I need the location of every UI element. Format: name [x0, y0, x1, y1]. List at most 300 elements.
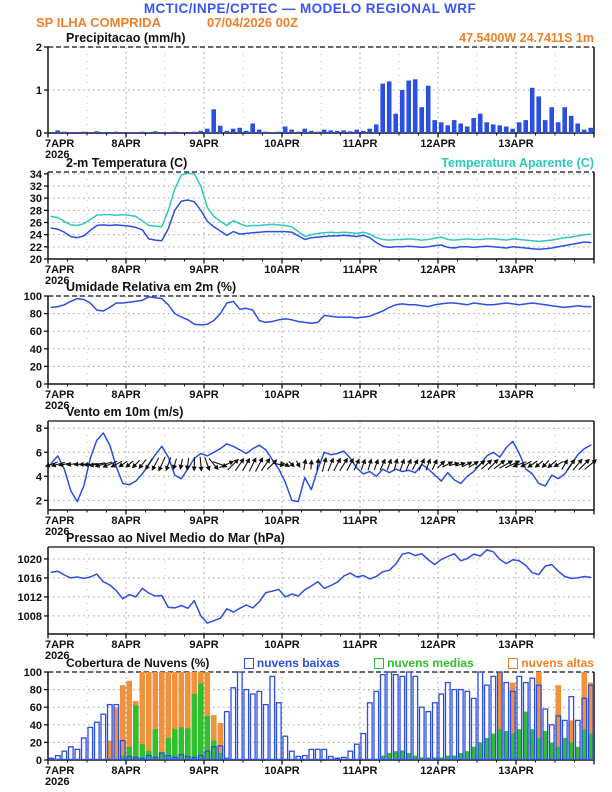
panel-title-humidity: Umidade Relativa em 2m (%) [66, 280, 237, 294]
precip-bar [556, 122, 561, 133]
station-name: SP ILHA COMPRIDA [36, 15, 161, 30]
precip-bar [439, 122, 444, 133]
precip-bar [270, 132, 275, 133]
legend-label-high-clouds: nuvens altas [521, 656, 594, 670]
wind-arrow-head [78, 462, 83, 468]
y-tick-label: 20 [29, 737, 42, 750]
y-tick-label: 20 [29, 361, 42, 374]
x-tick-label: 8APR [111, 389, 141, 401]
precip-bar [517, 122, 522, 133]
wind-arrow-head [355, 457, 362, 464]
y-tick-label: 2 [35, 495, 42, 508]
x-year-label: 2026 [45, 275, 70, 287]
y-tick-label: 4 [35, 471, 42, 484]
precip-bar [159, 132, 164, 133]
wind-arrow-head [426, 457, 433, 463]
x-tick-label: 12APR [420, 138, 456, 150]
wind-arrow-shaft [160, 457, 165, 468]
precip-bar [257, 130, 262, 133]
wind-arrow-shaft [347, 461, 352, 471]
cloud-bar-blue [361, 734, 366, 760]
precip-bar [81, 132, 86, 133]
precip-bar [478, 114, 483, 133]
y-tick-label: 80 [29, 684, 42, 697]
wind-arrow [247, 456, 259, 472]
wind-arrow [359, 458, 368, 471]
precip-bar [530, 88, 535, 133]
wind-arrow-head [184, 465, 190, 471]
cloud-bar-orange [146, 672, 152, 760]
cloud-bar-blue [348, 751, 353, 759]
wind-arrow-shaft [328, 461, 332, 471]
x-year-label: 2026 [45, 776, 70, 788]
panel-title-temperature: 2-m Temperatura (C) [66, 156, 188, 170]
precip-bar [497, 125, 502, 133]
precip-bar [432, 120, 437, 133]
x-tick-label: 7APR [45, 389, 75, 401]
wind-arrow-head [252, 456, 259, 463]
y-tick-label: 24 [29, 229, 42, 242]
cloud-bar-blue [355, 744, 360, 759]
cloud-bar-blue [244, 690, 249, 760]
precip-bar [127, 132, 132, 133]
wind-arrow-head [245, 457, 252, 464]
precip-bar [569, 116, 574, 133]
y-tick-label: 1020 [17, 553, 42, 566]
precip-bar [523, 120, 528, 133]
panel-data [51, 173, 591, 249]
panel-1-line [30, 169, 594, 287]
y-tick-label: 6 [35, 447, 42, 460]
cloud-bar-blue [69, 747, 74, 760]
precip-bar [231, 129, 236, 133]
x-tick-label: 11APR [342, 515, 378, 527]
x-tick-label: 9APR [189, 138, 219, 150]
panel-title-pressure: Pressao ao Nivel Medio do Mar (hPa) [66, 531, 285, 545]
wind-arrow-head [163, 466, 170, 472]
precip-bar [465, 127, 470, 134]
cloud-bar-blue [56, 756, 61, 760]
x-tick-label: 10APR [264, 765, 300, 777]
precip-bar [413, 79, 418, 133]
precip-bar [341, 130, 346, 133]
y-tick-label: 8 [35, 423, 42, 436]
precip-bar [562, 107, 567, 133]
x-tick-label: 13APR [498, 765, 534, 777]
wind-arrow [308, 459, 314, 469]
wind-arrow-shaft [567, 462, 573, 470]
panel-title-precipitation: Precipitacao (mm/h) [66, 31, 186, 45]
x-tick-label: 10APR [264, 515, 300, 527]
series-line-blue [51, 550, 591, 623]
wind-arrow [294, 459, 303, 469]
panel-5-bar-multi [24, 667, 594, 788]
cloud-bar-blue [75, 749, 80, 759]
cloud-bar-green [192, 694, 198, 760]
cloud-bar-blue [82, 738, 87, 759]
station-coords: 47.5400W 24.7411S 1m [459, 31, 594, 45]
panel-4-line [18, 547, 594, 662]
wind-arrow [571, 457, 584, 472]
precip-bar [218, 126, 223, 133]
wind-arrow [492, 458, 507, 471]
x-tick-label: 11APR [342, 389, 378, 401]
y-tick-label: 20 [29, 254, 42, 266]
cloud-bar-blue [290, 751, 295, 759]
precip-bar [426, 86, 431, 133]
x-tick-label: 11APR [342, 264, 378, 276]
cloud-bar-blue [140, 758, 145, 759]
wind-arrow-shaft [322, 460, 325, 471]
precip-bar [348, 131, 353, 133]
x-tick-label: 12APR [420, 264, 456, 276]
x-tick-label: 10APR [264, 639, 300, 651]
x-tick-label: 13APR [498, 515, 534, 527]
precip-bar [172, 132, 177, 133]
precip-bar [244, 131, 249, 133]
x-tick-label: 11APR [342, 765, 378, 777]
panel-axes [30, 169, 594, 287]
panel-axes [36, 42, 594, 161]
wind-arrow-head [322, 456, 328, 462]
cloud-bar-blue [257, 691, 262, 759]
precip-bar [62, 132, 67, 133]
precip-bar [582, 130, 587, 133]
y-tick-label: 0 [35, 379, 42, 391]
precip-bar [549, 107, 554, 133]
wind-arrow-head [368, 458, 374, 464]
x-tick-label: 8APR [111, 264, 141, 276]
wind-arrow [430, 458, 440, 471]
panel-axes [24, 291, 594, 412]
precip-bar [452, 120, 457, 133]
precip-bar [510, 129, 515, 133]
wind-arrow-head [73, 462, 79, 468]
x-year-label: 2026 [45, 400, 70, 412]
wind-arrow [198, 457, 204, 472]
cloud-bar-blue [277, 703, 282, 760]
cloud-bar-blue [387, 672, 392, 759]
x-tick-label: 9APR [189, 515, 219, 527]
x-tick-label: 8APR [111, 138, 141, 150]
y-tick-label: 22 [29, 241, 42, 254]
panel-3-wind [36, 421, 599, 538]
cloud-bar-blue [413, 676, 418, 759]
wind-arrow-head [309, 459, 315, 464]
wind-arrow-head [258, 456, 265, 463]
cloud-bar-blue [303, 756, 308, 760]
cloud-bar-blue [322, 749, 327, 759]
cloud-bar-blue [270, 676, 275, 759]
wind-arrow-head [563, 458, 570, 465]
wind-arrow [398, 458, 407, 471]
wind-arrow [366, 458, 374, 471]
y-tick-label: 40 [29, 719, 42, 732]
precip-bar [387, 81, 392, 133]
wind-arrow [233, 456, 246, 472]
cloud-bar-blue [400, 676, 405, 759]
wind-arrow-shaft [153, 458, 158, 468]
precip-bar [88, 132, 93, 133]
y-tick-label: 100 [23, 291, 42, 303]
wind-arrow [372, 458, 381, 471]
wind-arrow-head [387, 458, 394, 464]
cloud-bar-blue [309, 749, 314, 759]
page-title: MCTIC/INPE/CPTEC — MODELO REGIONAL WRF [143, 1, 477, 16]
precip-bar [75, 132, 80, 133]
precip-bar [263, 132, 268, 133]
precip-bar [400, 90, 405, 133]
legend-apparent-temperature: Temperatura Aparente (C) [441, 156, 594, 170]
wind-arrow-shaft [200, 457, 201, 468]
x-tick-label: 7APR [45, 515, 75, 527]
precip-bar [205, 129, 210, 133]
precip-bar [250, 124, 255, 134]
precip-bar [536, 96, 541, 133]
x-tick-label: 7APR [45, 765, 75, 777]
cloud-bar-blue [88, 727, 93, 759]
y-tick-label: 2 [35, 42, 42, 54]
panel-data [49, 672, 594, 760]
cloud-bar-green [172, 729, 178, 760]
cloud-bar-blue [374, 691, 379, 759]
cloud-bar-blue [407, 672, 412, 759]
cloud-bar-green [185, 728, 191, 760]
precip-bar [458, 124, 463, 134]
x-tick-label: 10APR [264, 389, 300, 401]
wind-arrow-shaft [205, 457, 209, 467]
precip-bar [588, 128, 593, 133]
precip-bar [361, 131, 366, 133]
wind-arrow-head [178, 464, 184, 470]
precip-bar [192, 132, 197, 133]
precip-bar [140, 132, 145, 133]
panel-2-line [24, 291, 594, 412]
y-tick-label: 60 [29, 702, 42, 715]
y-tick-label: 1012 [17, 591, 42, 604]
x-tick-label: 9APR [189, 264, 219, 276]
x-tick-label: 12APR [420, 639, 456, 651]
cloud-bar-blue [251, 694, 256, 759]
x-tick-label: 11APR [342, 639, 378, 651]
precip-bar [296, 132, 301, 133]
wind-arrow-shaft [147, 459, 152, 468]
wind-arrow-head [191, 466, 196, 471]
cloud-bar-blue [316, 749, 321, 759]
precip-bar [484, 122, 489, 133]
x-tick-label: 13APR [498, 138, 534, 150]
precip-bar [94, 131, 99, 133]
precip-bar [55, 130, 60, 133]
precip-bar [179, 132, 184, 133]
y-tick-label: 100 [23, 667, 42, 679]
cloud-bar-blue [296, 757, 301, 760]
precip-bar [380, 84, 385, 133]
precip-bar [543, 120, 548, 133]
y-tick-label: 0 [35, 128, 42, 140]
precip-bar [406, 81, 411, 134]
wind-arrow-head [400, 458, 407, 464]
precip-bar [153, 131, 158, 133]
legend-label-mid-clouds: nuvens medias [387, 656, 474, 670]
y-tick-label: 34 [29, 168, 42, 181]
precip-bar [49, 132, 54, 133]
precip-bar [471, 118, 476, 133]
x-tick-label: 9APR [189, 639, 219, 651]
y-tick-label: 1016 [17, 572, 42, 585]
precip-bar [68, 132, 73, 133]
precip-bar [211, 109, 216, 133]
wind-arrow [178, 458, 185, 470]
wind-arrow-head [198, 467, 204, 472]
cloud-bar-blue [225, 712, 230, 760]
legend-label-low-clouds: nuvens baixas [256, 656, 340, 670]
cloud-bar-blue [283, 736, 288, 759]
x-year-label: 2026 [45, 149, 70, 161]
x-tick-label: 8APR [111, 515, 141, 527]
cloud-bar-blue [368, 703, 373, 760]
x-tick-label: 7APR [45, 639, 75, 651]
precip-bar [224, 131, 229, 133]
precip-bar [114, 132, 119, 133]
wind-arrow-head [156, 466, 163, 473]
y-tick-label: 32 [29, 180, 42, 193]
precip-bar [354, 130, 359, 133]
wind-arrow-head [66, 462, 72, 468]
cloud-bar-blue [342, 757, 347, 759]
cloud-bar-blue [238, 672, 243, 759]
y-tick-label: 40 [29, 343, 42, 356]
wind-arrow [480, 457, 494, 471]
precip-bar [374, 124, 379, 133]
precip-bar [393, 114, 398, 133]
precip-bar [237, 128, 242, 133]
wind-arrow-head [336, 456, 343, 463]
wind-arrow-head [420, 457, 427, 464]
precip-bar [101, 132, 106, 133]
cloud-bar-blue [49, 758, 54, 759]
precip-bar [283, 127, 288, 134]
cloud-bar-orange [159, 672, 165, 760]
cloud-bar-blue [231, 688, 236, 760]
cloud-bar-blue [381, 675, 386, 760]
panel-title-wind: Vento em 10m (m/s) [66, 405, 184, 419]
x-tick-label: 13APR [498, 389, 534, 401]
panel-data [49, 79, 593, 133]
x-tick-label: 10APR [264, 264, 300, 276]
wind-arrow-head [361, 458, 368, 464]
wind-arrow-shaft [249, 460, 254, 471]
cloud-bar-blue [335, 758, 340, 759]
wind-arrow-head [296, 462, 303, 469]
wind-arrow-shaft [334, 461, 339, 471]
x-tick-label: 12APR [420, 389, 456, 401]
y-tick-label: 0 [35, 755, 42, 767]
cloud-bar-blue [446, 683, 451, 760]
wind-arrow [486, 457, 500, 471]
precip-bar [276, 132, 281, 133]
cloud-bar-green [153, 729, 159, 760]
precip-bar [335, 131, 340, 133]
precip-bar [315, 132, 320, 133]
y-tick-label: 26 [29, 217, 42, 230]
wind-arrow [577, 457, 592, 472]
panel-axes [18, 547, 594, 662]
run-datetime: 07/04/2026 00Z [206, 15, 299, 30]
precip-bar [445, 125, 450, 133]
wind-arrow-head [433, 458, 440, 465]
x-tick-label: 9APR [189, 765, 219, 777]
cloud-bar-blue [394, 675, 399, 760]
cloud-bar-blue [426, 712, 431, 760]
x-year-label: 2026 [45, 526, 70, 538]
x-year-label: 2026 [45, 650, 70, 662]
wind-arrow [385, 458, 394, 471]
x-tick-label: 7APR [45, 138, 75, 150]
cloud-bar-blue [264, 705, 269, 760]
precip-bar [133, 132, 138, 133]
precip-bar [575, 124, 580, 134]
wind-arrow-head [407, 457, 414, 464]
cloud-bar-blue [329, 757, 334, 760]
wind-arrow-head [374, 458, 381, 464]
cloud-bar-blue [439, 694, 444, 759]
x-tick-label: 12APR [420, 515, 456, 527]
y-tick-label: 28 [29, 205, 42, 218]
wind-arrow-head [229, 458, 236, 465]
precip-bar [198, 131, 203, 133]
precip-bar [166, 132, 171, 133]
wind-arrow [202, 457, 212, 472]
wind-arrow-head [239, 456, 246, 463]
panel-title-clouds: Cobertura de Nuvens (%) [66, 656, 210, 670]
wind-arrow-shaft [255, 460, 261, 471]
cloud-bar-blue [420, 707, 425, 759]
cloud-bar-blue [95, 722, 100, 759]
wind-arrow-head [394, 457, 400, 463]
precip-bar [107, 132, 112, 133]
precip-bar [120, 132, 125, 133]
wind-arrow-head [381, 457, 388, 464]
wind-arrow [287, 459, 297, 469]
wind-arrow [583, 457, 599, 471]
wind-arrow-head [206, 466, 213, 472]
precip-bar [185, 132, 190, 133]
cloud-bar-blue [465, 691, 470, 759]
x-tick-label: 8APR [111, 639, 141, 651]
y-tick-label: 1 [35, 85, 42, 97]
precip-bar [367, 129, 372, 133]
y-tick-label: 30 [29, 193, 42, 206]
precip-bar [309, 131, 314, 133]
wind-arrow [301, 458, 308, 470]
precip-bar [289, 130, 294, 133]
x-tick-label: 9APR [189, 389, 219, 401]
precip-bar [328, 130, 333, 133]
panel-data [51, 550, 591, 623]
y-tick-label: 80 [29, 308, 42, 321]
precip-bar [491, 124, 496, 133]
x-tick-label: 13APR [498, 639, 534, 651]
cloud-bar-green [198, 683, 204, 760]
x-tick-label: 13APR [498, 264, 534, 276]
wind-arrow-head [150, 465, 157, 472]
cloud-bar-blue [62, 751, 67, 759]
x-tick-label: 8APR [111, 765, 141, 777]
precip-bar [146, 132, 151, 133]
y-tick-label: 60 [29, 326, 42, 339]
wind-arrow-head [414, 458, 421, 465]
